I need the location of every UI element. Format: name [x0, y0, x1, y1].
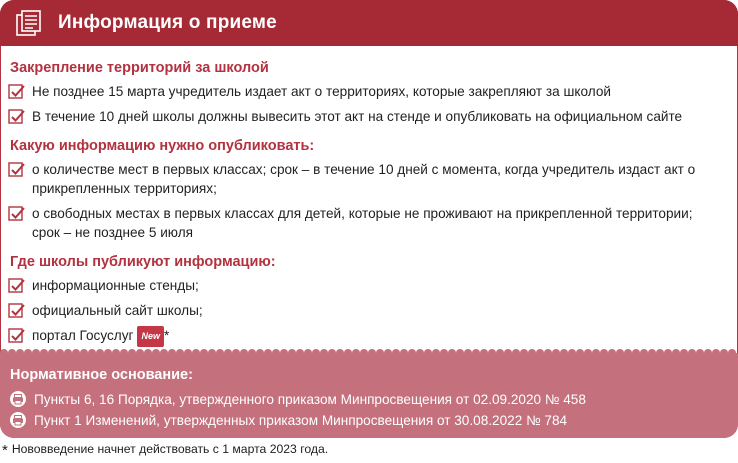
legal-basis-title: Нормативное основание: [10, 367, 193, 383]
list-item [8, 276, 738, 295]
list-item [8, 160, 738, 198]
checkbox-check-icon [8, 161, 26, 179]
printer-icon [10, 412, 26, 428]
list-item-text: Не позднее 15 марта учредитель издает акт о территориях, которые закрепляют за школой [32, 84, 611, 99]
checkbox-check-icon [8, 108, 26, 126]
scallop-divider [0, 347, 738, 359]
card-content [0, 46, 738, 347]
footnote [2, 442, 328, 459]
list-item [8, 301, 738, 320]
footnote-marker: * [163, 328, 170, 343]
footnote-text: Нововведение начнет действовать с 1 марта 2023 года. [11, 442, 329, 456]
list-item-text: портал Госуслуг [32, 328, 134, 343]
legal-reference-text: Пункт 1 Изменений, утвержденных приказом Минпросвещения от 30.08.2022 № 784 [34, 412, 568, 428]
list-item [8, 204, 738, 242]
document-stack-icon [14, 8, 44, 38]
checkbox-check-icon [8, 327, 26, 345]
card-header [0, 0, 738, 46]
legal-reference-row [10, 412, 567, 428]
section-title-territories: Закрепление территорий за школой [10, 60, 269, 76]
printer-icon [10, 391, 26, 407]
checkbox-check-icon [8, 277, 26, 295]
list-item-text: о свободных местах в первых классах для детей, которые не проживают на прикрепленной территории; срок – не позднее 5 июля [32, 206, 693, 240]
list-item [8, 82, 738, 101]
list-item [8, 326, 738, 347]
checkbox-check-icon [8, 205, 26, 223]
legal-reference-row [10, 391, 586, 407]
page-title: Информация о приеме [58, 12, 277, 33]
checkbox-check-icon [8, 302, 26, 320]
list-item-text: о количестве мест в первых классах; срок – в течение 10 дней с момента, когда учредитель издаст акт о прикрепленных территориях; [32, 162, 696, 196]
list-item-text: В течение 10 дней школы должны вывесить этот акт на стенде и опубликовать на официальном сайте [32, 109, 683, 124]
legal-reference-text: Пункты 6, 16 Порядка, утвержденного приказом Минпросвещения от 02.09.2020 № 458 [34, 391, 586, 407]
list-item-text: информационные стенды; [32, 278, 199, 293]
footnote-star: * [2, 442, 8, 459]
list-item [8, 107, 738, 126]
new-badge: New [137, 326, 164, 347]
section-title-where-published: Где школы публикуют информацию: [10, 254, 276, 270]
legal-basis-footer [0, 353, 738, 438]
list-item-text: официальный сайт школы; [32, 303, 203, 318]
section-title-what-to-publish: Какую информацию нужно опубликовать: [10, 138, 315, 154]
checkbox-check-icon [8, 83, 26, 101]
